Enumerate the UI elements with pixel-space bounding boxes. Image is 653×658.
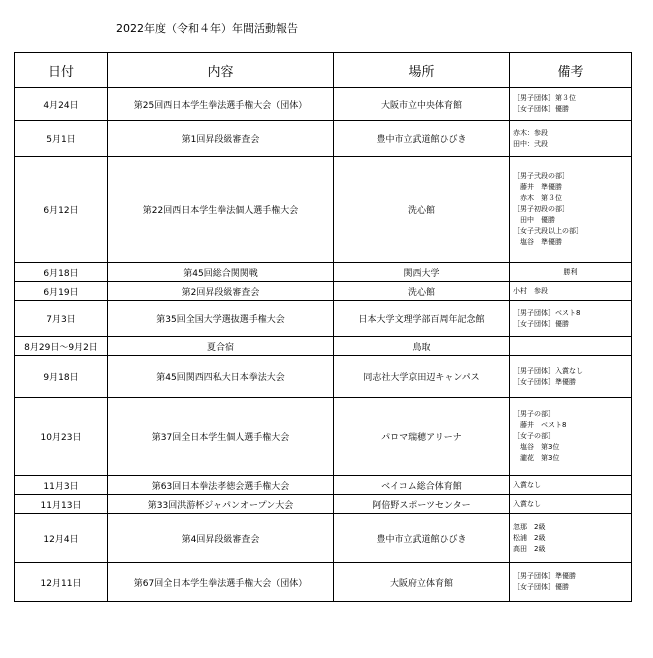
cell-event: 第22回西日本学生拳法個人選手権大会 xyxy=(108,157,334,263)
cell-place: 大阪市立中央体育館 xyxy=(334,88,510,121)
cell-event: 第25回西日本学生拳法選手権大会（団体） xyxy=(108,88,334,121)
table-row xyxy=(15,121,632,157)
note-line: ［男子団体］第３位 xyxy=(513,94,576,102)
table-row xyxy=(15,476,632,495)
cell-notes xyxy=(510,301,632,337)
note-line: ［女子団体］準優勝 xyxy=(513,377,576,386)
cell-notes xyxy=(510,121,632,157)
note-line: 藤井 準優勝 xyxy=(513,183,562,191)
note-line: ［女子団体］優勝 xyxy=(513,583,569,591)
note-line: 勝利 xyxy=(563,267,578,276)
table-row xyxy=(15,356,632,398)
table-row xyxy=(15,563,632,602)
cell-date: 6月18日 xyxy=(15,263,108,282)
note-line: 赤木：参段 xyxy=(513,128,548,137)
cell-event: 第37回全日本学生個人選手権大会 xyxy=(108,398,334,476)
cell-place: パロマ瑞穂アリーナ xyxy=(334,398,510,476)
note-line: ［男子団体］準優勝 xyxy=(513,572,576,580)
cell-place: 大阪府立体育館 xyxy=(334,563,510,602)
note-line: 入賞なし xyxy=(513,480,541,489)
table-row xyxy=(15,282,632,301)
cell-notes xyxy=(510,495,632,514)
note-line: 小村 参段 xyxy=(513,286,548,295)
cell-event: 第1回昇段級審査会 xyxy=(108,121,334,157)
note-line: ［女子弐段以上の部］ xyxy=(513,227,583,235)
cell-date: 4月24日 xyxy=(15,88,108,121)
cell-event: 第4回昇段級審査会 xyxy=(108,514,334,563)
note-line: ［男子団体］ベスト8 xyxy=(513,308,581,317)
cell-notes xyxy=(510,563,632,602)
header-place: 場所 xyxy=(334,53,510,88)
note-line: 松浦 2級 xyxy=(513,533,546,542)
cell-event: 第67回全日本学生拳法選手権大会（団体） xyxy=(108,563,334,602)
cell-date: 7月3日 xyxy=(15,301,108,337)
cell-date: 11月3日 xyxy=(15,476,108,495)
table-row xyxy=(15,337,632,356)
cell-notes xyxy=(510,263,632,282)
cell-notes xyxy=(510,356,632,398)
note-line: ［女子の部］ xyxy=(513,432,555,440)
table-row xyxy=(15,514,632,563)
cell-place: ベイコム総合体育館 xyxy=(334,476,510,495)
note-line: 田中：弐段 xyxy=(513,139,548,148)
note-line: ［女子団体］優勝 xyxy=(513,105,569,113)
cell-notes xyxy=(510,514,632,563)
cell-date: 8月29日～9月2日 xyxy=(15,337,108,356)
cell-place: 洗心館 xyxy=(334,282,510,301)
header-date: 日付 xyxy=(15,53,108,88)
cell-date: 10月23日 xyxy=(15,398,108,476)
cell-place: 日本大学文理学部百周年記念館 xyxy=(334,301,510,337)
cell-event: 第2回昇段級審査会 xyxy=(108,282,334,301)
table-row xyxy=(15,301,632,337)
note-line: ［女子団体］優勝 xyxy=(513,319,569,328)
page-title: 2022年度（令和４年）年間活動報告 xyxy=(116,22,298,35)
cell-notes xyxy=(510,88,632,121)
note-line: ［男子団体］入賞なし xyxy=(513,366,583,375)
header-row xyxy=(15,53,632,88)
note-line: 田中 優勝 xyxy=(513,216,555,224)
note-line: 塩谷 第3位 xyxy=(513,443,560,451)
note-line: 塩谷 準優勝 xyxy=(513,238,562,246)
cell-place: 鳥取 xyxy=(334,337,510,356)
header-notes: 備考 xyxy=(510,53,632,88)
table-row xyxy=(15,263,632,282)
cell-place: 阿倍野スポーツセンター xyxy=(334,495,510,514)
note-line: 赤木 第３位 xyxy=(513,194,562,202)
cell-notes xyxy=(510,476,632,495)
note-line: ［男子初段の部］ xyxy=(513,205,569,213)
cell-notes xyxy=(510,282,632,301)
cell-event: 第45回総合関関戦 xyxy=(108,263,334,282)
cell-place: 豊中市立武道館ひびき xyxy=(334,121,510,157)
cell-date: 12月11日 xyxy=(15,563,108,602)
cell-event: 夏合宿 xyxy=(108,337,334,356)
note-line: ［男子の部］ xyxy=(513,410,555,418)
cell-notes xyxy=(510,337,632,356)
cell-date: 6月19日 xyxy=(15,282,108,301)
activity-table xyxy=(14,52,632,602)
table-row xyxy=(15,157,632,263)
cell-place: 同志社大学京田辺キャンパス xyxy=(334,356,510,398)
note-line: 瀧花 第3位 xyxy=(513,454,560,462)
cell-event: 第35回全国大学選抜選手権大会 xyxy=(108,301,334,337)
note-line: 高田 2級 xyxy=(513,544,546,553)
cell-date: 11月13日 xyxy=(15,495,108,514)
cell-place: 豊中市立武道館ひびき xyxy=(334,514,510,563)
note-line: 忽那 2級 xyxy=(513,522,546,531)
header-event: 内容 xyxy=(108,53,334,88)
cell-event: 第63回日本拳法孝徳会選手権大会 xyxy=(108,476,334,495)
cell-date: 12月4日 xyxy=(15,514,108,563)
cell-notes xyxy=(510,157,632,263)
cell-date: 9月18日 xyxy=(15,356,108,398)
cell-place: 関西大学 xyxy=(334,263,510,282)
cell-date: 5月1日 xyxy=(15,121,108,157)
table-row xyxy=(15,398,632,476)
table-row xyxy=(15,495,632,514)
note-line: ［男子弐段の部］ xyxy=(513,172,569,180)
cell-notes xyxy=(510,398,632,476)
table-body xyxy=(15,88,632,602)
cell-place: 洗心館 xyxy=(334,157,510,263)
note-line: 入賞なし xyxy=(513,499,541,508)
note-line: 藤井 ベスト8 xyxy=(513,421,567,429)
cell-date: 6月12日 xyxy=(15,157,108,263)
cell-event: 第45回関西四私大日本拳法大会 xyxy=(108,356,334,398)
cell-event: 第33回洪游杯ジャパンオープン大会 xyxy=(108,495,334,514)
table-row xyxy=(15,88,632,121)
